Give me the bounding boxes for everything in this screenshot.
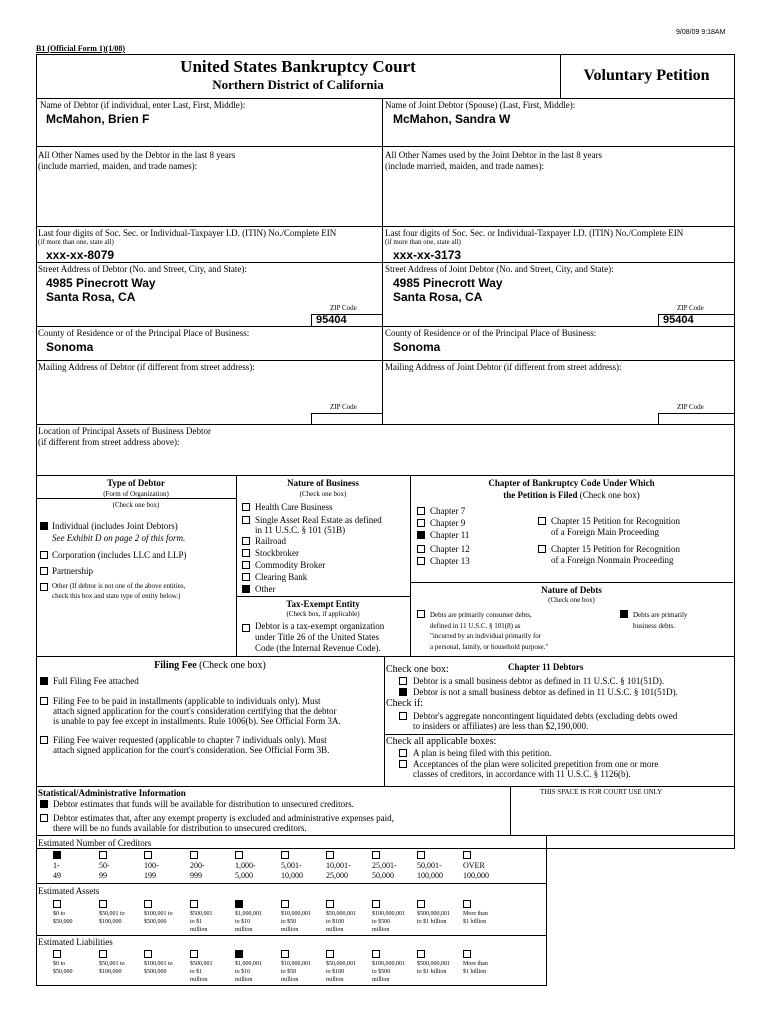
creditors-option-label-3: 200- 999 (190, 861, 205, 880)
joint-ssn-note: (if more than one, state all) (385, 238, 461, 246)
chapter12-label: Chapter 12 (430, 544, 470, 554)
creditors-checkbox-5[interactable] (281, 851, 289, 859)
chapter-title2-row (410, 490, 733, 501)
joint-zip-label: ZIP Code (677, 304, 704, 312)
aggregate-debts-label: Debtor's aggregate noncontingent liquidated debts (excluding debts owed to insiders or affiliates) are less than $2,190,000. (413, 711, 678, 731)
tax-exempt-sub: (Check box, if applicable) (286, 610, 360, 618)
petition-title: Voluntary Petition (583, 67, 710, 84)
chapter15-nonmain-label: Chapter 15 Petition for Recognition of a Foreign Nonmain Proceeding (551, 544, 680, 565)
check-all-label: Check all applicable boxes: (386, 736, 497, 747)
creditors-checkbox-1[interactable] (99, 851, 107, 859)
joint-name: McMahon, Sandra W (393, 112, 511, 126)
installments-label3: is unable to pay fee except in installments. Rule 1006(b). See Official Form 3A. (53, 716, 341, 726)
other-entity-checkbox[interactable] (40, 583, 48, 591)
creditors-checkbox-4[interactable] (235, 851, 243, 859)
corporation-checkbox[interactable] (40, 551, 48, 559)
no-funds-label: Debtor estimates that, after any exempt property is excluded and administrative expenses paid, there will be no funds available for distribution to unsecured creditors. (53, 813, 394, 833)
commodity-label: Commodity Broker (255, 560, 326, 570)
creditors-option-label-9: OVER 100,000 (463, 861, 489, 880)
individual-label: Individual (includes Joint Debtors) (52, 521, 178, 531)
creditors-option-label-1: 50- 99 (99, 861, 110, 880)
nature-business-title: Nature of Business (287, 478, 359, 488)
chapter11-label: Chapter 11 (430, 530, 470, 540)
district-name: Northern District of California (212, 77, 384, 92)
debtor-street1: 4985 Pinecrott Way (46, 276, 156, 290)
joint-name-label: Name of Joint Debtor (Spouse) (Last, First, Middle): (385, 100, 576, 110)
corporation-label: Corporation (includes LLC and LLP) (52, 550, 187, 560)
chapter-title: Chapter of Bankruptcy Code Under Which (488, 478, 655, 488)
creditors-option-label-8: 50,001- 100,000 (417, 861, 443, 880)
debtor-ssn: xxx-xx-8079 (46, 248, 115, 262)
individual-note: See Exhibit D on page 2 of this form. (52, 533, 186, 543)
chapter-title2: the Petition is Filed (503, 490, 578, 500)
assets-checkbox-7[interactable] (372, 900, 380, 908)
creditors-option-label-6: 10,001- 25,000 (326, 861, 351, 880)
assets-option-label-3: $500,001 to $1 million (190, 911, 213, 933)
debtor-name-label: Name of Debtor (if individual, enter Last, First, Middle): (40, 100, 246, 110)
debtor-county-label: County of Residence or of the Principal Place of Business: (38, 328, 250, 338)
business-debts-label: Debts are primarily business debts. (633, 611, 688, 630)
joint-street-label: Street Address of Joint Debtor (No. and Street, City, and State): (385, 264, 614, 274)
installments-label: Filing Fee to be paid in installments (applicable to individuals only). Must (53, 696, 321, 706)
liabilities-checkbox-4[interactable] (235, 950, 243, 958)
other-entity-label2: check this box and state type of entity below.) (52, 592, 181, 600)
assets-checkbox-0[interactable] (53, 900, 61, 908)
clearing-bank-label: Clearing Bank (255, 572, 308, 582)
court-use-label: THIS SPACE IS FOR COURT USE ONLY (540, 788, 663, 796)
assets-option-label-6: $50,000,001 to $100 million (326, 911, 356, 933)
commodity-checkbox[interactable] (242, 561, 250, 569)
liabilities-option-label-8: $500,000,001 to $1 billion (417, 961, 450, 975)
assets-checkbox-2[interactable] (144, 900, 152, 908)
single-asset-label: Single Asset Real Estate as defined in 11 U.S.C. § 101 (51B) (255, 515, 382, 535)
railroad-label: Railroad (255, 536, 286, 546)
debtor-ssn-note: (if more than one, state all) (38, 238, 114, 246)
full-fee-checkbox[interactable] (40, 677, 48, 685)
assets-label: Estimated Assets (38, 886, 100, 896)
debtor-ssn-label: Last four digits of Soc. Sec. or Individual-Taxpayer I.D. (ITIN) No./Complete EIN (38, 228, 337, 238)
creditors-option-label-7: 25,001- 50,000 (372, 861, 397, 880)
small-business-checkbox[interactable] (399, 677, 407, 685)
joint-zip: 95404 (663, 314, 694, 326)
individual-checkbox[interactable] (40, 522, 48, 530)
business-debts-checkbox[interactable] (620, 610, 628, 618)
chapter15-main-label: Chapter 15 Petition for Recognition of a Foreign Main Proceeding (551, 516, 680, 537)
liabilities-option-label-0: $0 to $50,000 (53, 961, 73, 975)
assets-checkbox-5[interactable] (281, 900, 289, 908)
tax-exempt-title: Tax-Exempt Entity (286, 599, 360, 609)
chapter11-checkbox[interactable] (417, 531, 425, 539)
form-id: B1 (Official Form 1)(1/08) (36, 44, 126, 53)
liabilities-label: Estimated Liabilities (38, 937, 113, 947)
liabilities-option-label-2: $100,001 to $500,000 (144, 961, 173, 975)
timestamp: 9/08/09 9:18AM (676, 29, 726, 36)
waiver-label: Filing Fee waiver requested (applicable to chapter 7 individuals only). Must (53, 735, 327, 745)
check-one-label: Check one box: (386, 664, 449, 675)
joint-mailing-zip-label: ZIP Code (677, 403, 704, 411)
assets-checkbox-9[interactable] (463, 900, 471, 908)
joint-street2: Santa Rosa, CA (393, 290, 483, 304)
nature-debts-sub: (Check one box) (548, 596, 595, 604)
health-care-label: Health Care Business (255, 502, 333, 512)
location-label: Location of Principal Assets of Business Debtor (if different from street address above): (38, 426, 211, 447)
creditors-checkbox-8[interactable] (417, 851, 425, 859)
stockbroker-label: Stockbroker (255, 548, 299, 558)
debtor-street-label: Street Address of Debtor (No. and Street, City, and State): (38, 264, 247, 274)
not-small-business-checkbox[interactable] (399, 688, 407, 696)
liabilities-checkbox-6[interactable] (326, 950, 334, 958)
joint-other-names-label: All Other Names used by the Joint Debtor in the last 8 years (include married, maiden, and trade names): (385, 150, 602, 171)
chapter9-label: Chapter 9 (430, 518, 466, 528)
liabilities-checkbox-0[interactable] (53, 950, 61, 958)
joint-county: Sonoma (393, 340, 441, 354)
assets-option-label-0: $0 to $50,000 (53, 911, 73, 925)
aggregate-debts-checkbox[interactable] (399, 712, 407, 720)
debtor-zip: 95404 (316, 314, 347, 326)
partnership-label: Partnership (52, 566, 93, 576)
creditors-label: Estimated Number of Creditors (38, 838, 152, 848)
liabilities-checkbox-2[interactable] (144, 950, 152, 958)
creditors-checkbox-6[interactable] (326, 851, 334, 859)
liabilities-option-label-1: $50,001 to $100,000 (99, 961, 125, 975)
debtor-other-names-label: All Other Names used by the Debtor in the last 8 years (include married, maiden, and trade names): (38, 150, 236, 171)
creditors-checkbox-0[interactable] (53, 851, 61, 859)
small-business-label: Debtor is a small business debtor as defined in 11 U.S.C. § 101(51D). (413, 676, 665, 686)
debtor-street2: Santa Rosa, CA (46, 290, 136, 304)
liabilities-checkbox-5[interactable] (281, 950, 289, 958)
liabilities-checkbox-3[interactable] (190, 950, 198, 958)
nature-business-sub: (Check one box) (299, 490, 347, 498)
acceptances-checkbox[interactable] (399, 760, 407, 768)
debtor-name: McMahon, Brien F (46, 112, 150, 126)
joint-street1: 4985 Pinecrott Way (393, 276, 503, 290)
consumer-debts-label: Debts are primarily consumer debts, defined in 11 U.S.C. § 101(8) as "incurred by an individual primarily for a personal, family, or household purpose." (430, 611, 549, 651)
nature-debts-title: Nature of Debts (541, 585, 602, 595)
check-if-label: Check if: (386, 698, 423, 709)
assets-checkbox-6[interactable] (326, 900, 334, 908)
joint-county-label: County of Residence or of the Principal Place of Business: (385, 328, 597, 338)
assets-option-label-8: $500,000,001 to $1 billion (417, 911, 450, 925)
chapter9-checkbox[interactable] (417, 519, 425, 527)
liabilities-option-label-3: $500,001 to $1 million (190, 961, 213, 983)
stockbroker-checkbox[interactable] (242, 549, 250, 557)
partnership-checkbox[interactable] (40, 567, 48, 575)
other-entity-label: Other (If debtor is not one of the above entities, (52, 582, 186, 590)
chapter11-debtors-title: Chapter 11 Debtors (508, 662, 584, 672)
chapter15-main-checkbox[interactable] (538, 517, 546, 525)
single-asset-checkbox[interactable] (242, 516, 250, 524)
creditors-option-label-4: 1,000- 5,000 (235, 861, 256, 880)
assets-option-label-7: $100,000,001 to $500 million (372, 911, 405, 933)
chapter15-nonmain-checkbox[interactable] (538, 545, 546, 553)
joint-ssn-label: Last four digits of Soc. Sec. or Individual-Taxpayer I.D. (ITIN) No./Complete EIN (385, 228, 684, 238)
filing-fee-sub: (Check one box) (199, 660, 266, 671)
creditors-checkbox-9[interactable] (463, 851, 471, 859)
tax-exempt-checkbox[interactable] (242, 624, 250, 632)
liabilities-checkbox-9[interactable] (463, 950, 471, 958)
funds-available-label: Debtor estimates that funds will be available for distribution to unsecured creditors. (53, 799, 354, 809)
liabilities-checkbox-7[interactable] (372, 950, 380, 958)
liabilities-option-label-6: $50,000,001 to $100 million (326, 961, 356, 983)
joint-mailing-label: Mailing Address of Joint Debtor (if different from street address): (385, 362, 622, 372)
chapter12-checkbox[interactable] (417, 545, 425, 553)
type-debtor-title: Type of Debtor (107, 478, 165, 488)
filing-fee-title: Filing Fee (154, 660, 197, 671)
filing-fee-title-row (36, 660, 384, 672)
liabilities-option-label-5: $10,000,001 to $50 million (281, 961, 311, 983)
health-care-checkbox[interactable] (242, 503, 250, 511)
chapter13-checkbox[interactable] (417, 557, 425, 565)
debtor-county: Sonoma (46, 340, 94, 354)
creditors-checkbox-2[interactable] (144, 851, 152, 859)
waiver-label2: attach signed application for the court's consideration. See Official Form 3B. (53, 745, 330, 755)
debtor-mailing-zip-label: ZIP Code (330, 403, 357, 411)
assets-checkbox-3[interactable] (190, 900, 198, 908)
railroad-checkbox[interactable] (242, 537, 250, 545)
plan-filed-checkbox[interactable] (399, 749, 407, 757)
liabilities-option-label-4: $1,000,001 to $10 million (235, 961, 262, 983)
full-fee-label: Full Filing Fee attached (53, 676, 139, 686)
funds-available-checkbox[interactable] (40, 800, 48, 808)
assets-option-label-9: More than $1 billion (463, 911, 488, 925)
creditors-option-label-5: 5,001- 10,000 (281, 861, 303, 880)
creditors-option-label-2: 100- 199 (144, 861, 159, 880)
chapter7-label: Chapter 7 (430, 506, 466, 516)
statistical-title: Statistical/Administrative Information (38, 788, 186, 798)
chapter13-label: Chapter 13 (430, 556, 470, 566)
not-small-business-label: Debtor is not a small business debtor as defined in 11 U.S.C. § 101(51D). (413, 687, 678, 697)
assets-option-label-5: $10,000,001 to $50 million (281, 911, 311, 933)
assets-checkbox-4[interactable] (235, 900, 243, 908)
assets-checkbox-8[interactable] (417, 900, 425, 908)
creditors-option-label-0: 1- 49 (53, 861, 61, 880)
type-debtor-sub1: (Form of Organization) (103, 490, 169, 498)
assets-option-label-1: $50,001 to $100,000 (99, 911, 125, 925)
creditors-checkbox-7[interactable] (372, 851, 380, 859)
waiver-checkbox[interactable] (40, 736, 48, 744)
no-funds-checkbox[interactable] (40, 814, 48, 822)
assets-option-label-2: $100,001 to $500,000 (144, 911, 173, 925)
debtor-mailing-label: Mailing Address of Debtor (if different from street address): (38, 362, 255, 372)
joint-ssn: xxx-xx-3173 (393, 248, 462, 262)
consumer-debts-checkbox[interactable] (417, 610, 425, 618)
liabilities-checkbox-8[interactable] (417, 950, 425, 958)
plan-filed-label: A plan is being filed with this petition. (413, 748, 552, 758)
clearing-bank-checkbox[interactable] (242, 573, 250, 581)
tax-exempt-text: Debtor is a tax-exempt organization under Title 26 of the United States Code (the Internal Revenue Code). (255, 621, 385, 653)
installments-label2: attach signed application for the court's consideration certifying that the debtor (53, 706, 337, 716)
creditors-checkbox-3[interactable] (190, 851, 198, 859)
assets-checkbox-1[interactable] (99, 900, 107, 908)
debtor-zip-label: ZIP Code (330, 304, 357, 312)
type-debtor-sub2: (Check one box) (112, 501, 160, 509)
assets-option-label-4: $1,000,001 to $10 million (235, 911, 262, 933)
liabilities-option-label-9: More than $1 billion (463, 961, 488, 975)
chapter-sub: (Check one box) (579, 490, 640, 500)
liabilities-option-label-7: $100,000,001 to $500 million (372, 961, 405, 983)
acceptances-label: Acceptances of the plan were solicited prepetition from one or more classes of creditors, in accordance with 11 U.S.C. § 1126(b). (413, 759, 659, 779)
other-business-checkbox[interactable] (242, 585, 250, 593)
installments-checkbox[interactable] (40, 697, 48, 705)
chapter7-checkbox[interactable] (417, 507, 425, 515)
court-name: United States Bankruptcy Court (180, 57, 416, 76)
other-business-label: Other (255, 584, 276, 594)
liabilities-checkbox-1[interactable] (99, 950, 107, 958)
